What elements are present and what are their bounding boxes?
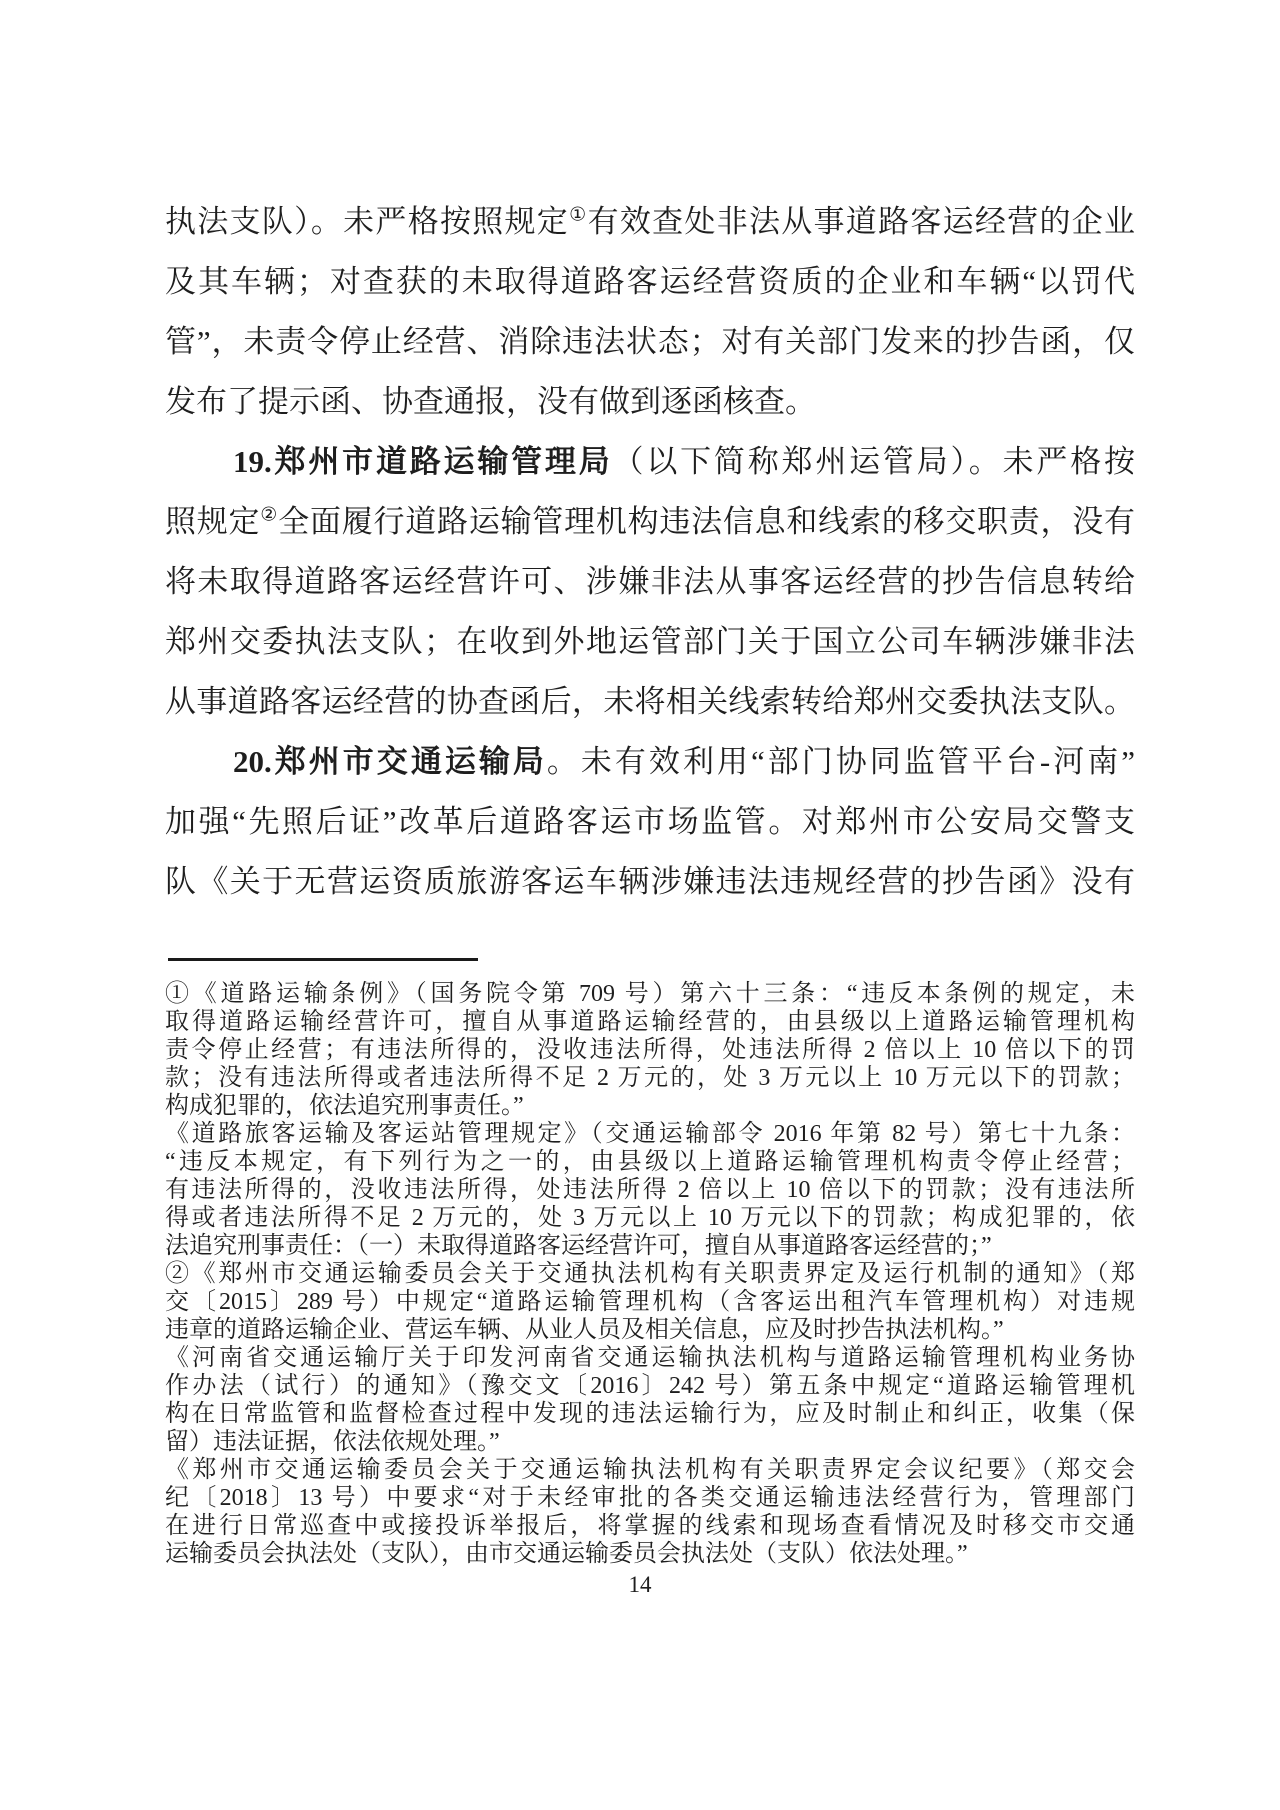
footnote-line [165, 1428, 1135, 1456]
text-run: 款；没有违法所得或者违法所得不足 2 万元的，处 3 万元以上 10 万元以下的罚款； [165, 1065, 1135, 1091]
body-text-line [165, 792, 1135, 852]
text-run: 《河南省交通运输厅关于印发河南省交通运输执法机构与道路运输管理机构业务协 [165, 1345, 1135, 1371]
footnote-line [165, 1148, 1135, 1176]
page-number: 14 [628, 1572, 652, 1597]
footnote-line [165, 1260, 1135, 1288]
footnote-line [165, 1036, 1135, 1064]
body-text-line [165, 672, 1135, 732]
body-text-line [165, 372, 1135, 432]
footnote-line [165, 1316, 1135, 1344]
text-run: 全面履行道路运输管理机构违法信息和线索的移交职责，没有 [278, 504, 1136, 539]
body-text-line [165, 732, 1135, 792]
text-run: 在进行日常巡查中或接投诉举报后，将掌握的线索和现场查看情况及时移交市交通 [165, 1513, 1135, 1539]
footnote-line [165, 1232, 1135, 1260]
text-run: 构成犯罪的，依法追究刑事责任。” [165, 1093, 524, 1119]
text-run: 发布了提示函、协查通报，没有做到逐函核查。 [165, 384, 816, 419]
footnote-line [165, 1288, 1135, 1316]
text-run: 构在日常监管和监督检查过程中发现的违法运输行为，应及时制止和纠正，收集（保 [165, 1401, 1135, 1427]
body-text-line [165, 192, 1135, 252]
footnotes [165, 980, 1135, 1568]
footnote-line [165, 1512, 1135, 1540]
body-text [165, 192, 1135, 912]
text-run: 管”，未责令停止经营、消除违法状态；对有关部门发来的抄告函，仅 [165, 324, 1135, 359]
text-run: 将未取得道路客运经营许可、涉嫌非法从事客运经营的抄告信息转给 [165, 564, 1135, 599]
text-run: 作办法（试行）的通知》（豫交文〔2016〕242 号）第五条中规定“道路运输管理机 [165, 1373, 1135, 1399]
text-run: 有违法所得的，没收违法所得，处违法所得 2 倍以上 10 倍以下的罚款；没有违法所 [165, 1177, 1135, 1203]
text-run: 违章的道路运输企业、营运车辆、从业人员及相关信息，应及时抄告执法机构。” [165, 1317, 1004, 1343]
body-text-line [165, 312, 1135, 372]
text-run: ①《道路运输条例》（国务院令第 709 号）第六十三条：“违反本条例的规定，未 [165, 981, 1135, 1007]
text-run: 执法支队）。未严格按照规定 [165, 204, 570, 239]
footnote-line [165, 1484, 1135, 1512]
text-run: （以下简称郑州运管局）。未严格按 [612, 444, 1136, 479]
text-run: 责令停止经营；有违法所得的，没收违法所得，处违法所得 2 倍以上 10 倍以下的罚 [165, 1037, 1135, 1063]
footnote-line [165, 1204, 1135, 1232]
footnote-line [165, 1456, 1135, 1484]
text-run: 从事道路客运经营的协查函后，未将相关线索转给郑州交委执法支队。 [165, 684, 1135, 719]
bold-heading-run: 20.郑州市交通运输局 [233, 744, 547, 779]
text-run: 照规定 [165, 504, 261, 539]
footnote-ref-marker: ① [569, 204, 588, 226]
text-run: 及其车辆；对查获的未取得道路客运经营资质的企业和车辆“以罚代 [165, 264, 1135, 299]
text-run: 纪〔2018〕13 号）中要求“对于未经审批的各类交通运输违法经营行为，管理部门 [165, 1485, 1135, 1511]
text-run: 郑州交委执法支队；在收到外地运管部门关于国立公司车辆涉嫌非法 [165, 624, 1135, 659]
text-run: 队《关于无营运资质旅游客运车辆涉嫌违法违规经营的抄告函》没有 [165, 864, 1135, 899]
text-run: 得或者违法所得不足 2 万元的，处 3 万元以上 10 万元以下的罚款；构成犯罪的，依 [165, 1205, 1135, 1231]
footnote-line [165, 1372, 1135, 1400]
text-run: 加强“先照后证”改革后道路客运市场监管。对郑州市公安局交警支 [165, 804, 1135, 839]
text-run: 《郑州市交通运输委员会关于交通运输执法机构有关职责界定会议纪要》（郑交会 [165, 1457, 1135, 1483]
footnote-line [165, 1008, 1135, 1036]
text-run: 留）违法证据，依法依规处理。” [165, 1429, 500, 1455]
footnote-line [165, 1400, 1135, 1428]
footnote-line [165, 1120, 1135, 1148]
footnote-line [165, 1064, 1135, 1092]
footnote-line [165, 980, 1135, 1008]
text-run: 运输委员会执法处（支队），由市交通运输委员会执法处（支队）依法处理。” [165, 1541, 968, 1567]
body-text-line [165, 612, 1135, 672]
text-run: 《道路旅客运输及客运站管理规定》（交通运输部令 2016 年第 82 号）第七十九条： [165, 1121, 1135, 1147]
footnote-line [165, 1092, 1135, 1120]
body-text-line [165, 852, 1135, 912]
body-text-line [165, 552, 1135, 612]
bold-heading-run: 19.郑州市道路运输管理局 [233, 444, 613, 479]
body-text-line [165, 252, 1135, 312]
text-run: 取得道路运输经营许可，擅自从事道路运输经营的，由县级以上道路运输管理机构 [165, 1009, 1135, 1035]
footnote-line [165, 1540, 1135, 1568]
footnote-line [165, 1344, 1135, 1372]
text-run: ②《郑州市交通运输委员会关于交通执法机构有关职责界定及运行机制的通知》（郑 [165, 1261, 1135, 1287]
text-run: 交〔2015〕289 号）中规定“道路运输管理机构（含客运出租汽车管理机构）对违规 [165, 1289, 1135, 1315]
footnote-divider [168, 958, 478, 961]
body-text-line [165, 492, 1135, 552]
text-run: 法追究刑事责任：（一）未取得道路客运经营许可，擅自从事道路客运经营的；” [165, 1233, 992, 1259]
text-run: 有效查处非法从事道路客运经营的企业 [587, 204, 1136, 239]
body-text-line [165, 432, 1135, 492]
text-run: “违反本规定，有下列行为之一的，由县级以上道路运输管理机构责令停止经营； [165, 1149, 1135, 1175]
footnote-ref-marker: ② [260, 504, 279, 526]
text-run: 。未有效利用“部门协同监管平台-河南” [546, 744, 1136, 779]
footnote-line [165, 1176, 1135, 1204]
